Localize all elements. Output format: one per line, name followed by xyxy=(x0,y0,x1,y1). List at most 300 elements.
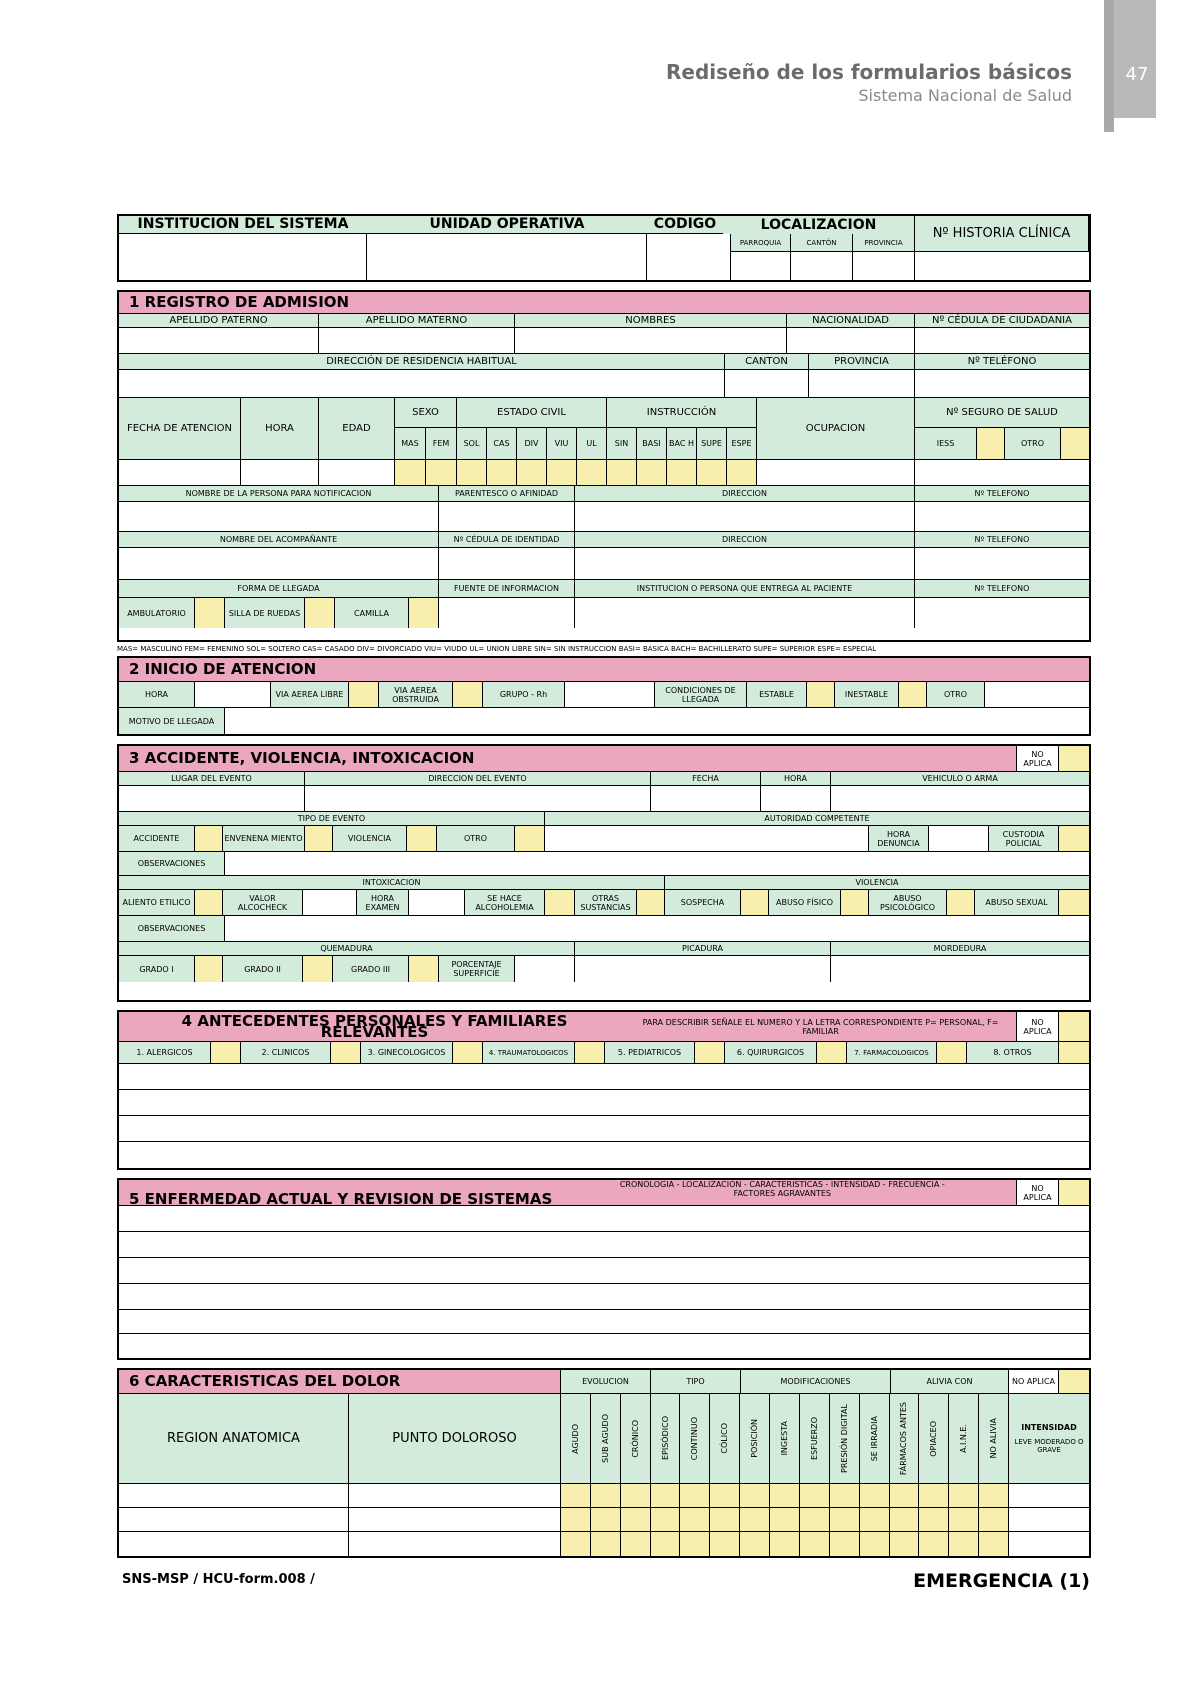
direccion-field[interactable] xyxy=(119,370,725,398)
telefono-notif-label: Nº TELEFONO xyxy=(915,486,1089,502)
civil-div-checkbox[interactable] xyxy=(517,460,547,486)
grado-1-checkbox[interactable] xyxy=(195,956,223,982)
enfermedad-line-4[interactable] xyxy=(119,1284,1089,1310)
telefono-acomp-label: Nº TELEFONO xyxy=(915,532,1089,548)
dolor-col-header xyxy=(800,1394,830,1484)
dolor-col-label: EPISÓDICO xyxy=(660,1416,670,1461)
no-aplica-4-checkbox[interactable] xyxy=(1059,1012,1089,1042)
grupo-rh-field[interactable] xyxy=(565,682,655,708)
sospecha-label: SOSPECHA xyxy=(665,890,741,916)
dolor-checkbox[interactable] xyxy=(680,1508,710,1532)
dolor-col-header xyxy=(830,1394,860,1484)
hora-inicio-label: HORA xyxy=(119,682,195,708)
antecedente-5-checkbox[interactable] xyxy=(695,1042,725,1064)
dolor-checkbox[interactable] xyxy=(890,1484,920,1508)
aliento-checkbox[interactable] xyxy=(195,890,223,916)
observaciones-label: OBSERVACIONES xyxy=(119,852,225,876)
dolor-checkbox[interactable] xyxy=(919,1484,949,1508)
section-5-title: 5 ENFERMEDAD ACTUAL Y REVISION DE SISTEMAS xyxy=(129,1190,553,1206)
picadura-field[interactable] xyxy=(575,956,831,982)
hora-evento-label: HORA xyxy=(761,772,831,786)
quemadura-label: QUEMADURA xyxy=(119,942,575,956)
porcentaje-field[interactable] xyxy=(515,956,575,982)
section-inicio-atencion xyxy=(117,656,1091,736)
intoxicacion-label: INTOXICACION xyxy=(119,876,665,890)
dolor-checkbox[interactable] xyxy=(979,1508,1009,1532)
provincia-label: PROVINCIA xyxy=(853,234,915,252)
no-aplica-4-label: NO APLICA xyxy=(1017,1012,1059,1042)
dolor-checkbox[interactable] xyxy=(710,1508,740,1532)
direccion-evento-label: DIRECCION DEL EVENTO xyxy=(305,772,651,786)
dolor-checkbox[interactable] xyxy=(621,1532,651,1556)
direccion-notif-label: DIRECCION xyxy=(575,486,915,502)
edad-field[interactable] xyxy=(319,460,395,486)
alcoholemia-checkbox[interactable] xyxy=(545,890,575,916)
iess-checkbox[interactable] xyxy=(977,428,1005,460)
instr-basi-checkbox[interactable] xyxy=(637,460,667,486)
civil-viu-checkbox[interactable] xyxy=(547,460,577,486)
enfermedad-line-6[interactable] xyxy=(119,1334,1089,1358)
otro-condicion-label: OTRO xyxy=(927,682,985,708)
ocupacion-field[interactable] xyxy=(757,460,915,486)
antecedente-1-checkbox[interactable] xyxy=(211,1042,241,1064)
antecedente-7-label: 7. FARMACOLOGICOS xyxy=(847,1042,937,1064)
forma-llegada-label: FORMA DE LLEGADA xyxy=(119,580,439,598)
intensidad-row-1[interactable] xyxy=(1009,1484,1089,1508)
section-4-hint: PARA DESCRIBIR SEÑALE EL NUMERO Y LA LETRA CORRESPONDIENTE P= PERSONAL, F= FAMILIAR xyxy=(642,1017,999,1036)
dolor-checkbox[interactable] xyxy=(830,1484,860,1508)
no-aplica-5-checkbox[interactable] xyxy=(1059,1180,1089,1206)
codigo-field[interactable] xyxy=(647,234,731,280)
dolor-checkbox[interactable] xyxy=(621,1508,651,1532)
dolor-checkbox[interactable] xyxy=(890,1508,920,1532)
ocupacion-label: OCUPACION xyxy=(757,398,915,460)
abuso-fisico-checkbox[interactable] xyxy=(841,890,869,916)
dolor-col-label: NO ALIVIA xyxy=(989,1418,999,1459)
motivo-field[interactable] xyxy=(225,708,1089,734)
dolor-checkbox[interactable] xyxy=(949,1484,979,1508)
dolor-checkbox[interactable] xyxy=(591,1508,621,1532)
instr-espe-label: ESPE xyxy=(727,428,757,460)
hora-examen-label: HORA EXAMEN xyxy=(357,890,409,916)
no-aplica-6-label: NO APLICA xyxy=(1009,1370,1059,1394)
antecedentes-line-1[interactable] xyxy=(119,1064,1089,1090)
dolor-col-label: PRESIÓN DIGITAL xyxy=(839,1404,849,1473)
grado-3-checkbox[interactable] xyxy=(409,956,439,982)
cedula-field[interactable] xyxy=(915,328,1089,354)
envenenamiento-checkbox[interactable] xyxy=(305,826,333,852)
enfermedad-line-2[interactable] xyxy=(119,1232,1089,1258)
nombres-label: NOMBRES xyxy=(515,314,787,328)
canton-field[interactable] xyxy=(791,252,853,280)
dolor-col-header xyxy=(979,1394,1009,1484)
section-4-title-bar xyxy=(119,1012,1017,1042)
dolor-checkbox[interactable] xyxy=(860,1508,890,1532)
dolor-checkbox[interactable] xyxy=(919,1532,949,1556)
instr-bach-checkbox[interactable] xyxy=(667,460,697,486)
hora-label: HORA xyxy=(241,398,319,460)
intensidad-row-3[interactable] xyxy=(1009,1532,1089,1556)
grado-3-label: GRADO III xyxy=(333,956,409,982)
fecha-evento-label: FECHA xyxy=(651,772,761,786)
seguro-field[interactable] xyxy=(915,460,1089,486)
institucion-field[interactable] xyxy=(119,234,367,280)
observaciones-field[interactable] xyxy=(225,852,1089,876)
tipo-evento-label: TIPO DE EVENTO xyxy=(119,812,545,826)
dolor-checkbox[interactable] xyxy=(561,1484,591,1508)
estable-checkbox[interactable] xyxy=(807,682,835,708)
parentesco-field[interactable] xyxy=(439,502,575,532)
instr-sin-checkbox[interactable] xyxy=(607,460,637,486)
intensidad-row-2[interactable] xyxy=(1009,1508,1089,1532)
dolor-checkbox[interactable] xyxy=(890,1532,920,1556)
dolor-checkbox[interactable] xyxy=(621,1484,651,1508)
civil-sol-label: SOL xyxy=(457,428,487,460)
instr-supe-label: SUPE xyxy=(697,428,727,460)
antecedente-3-checkbox[interactable] xyxy=(453,1042,483,1064)
sospecha-checkbox[interactable] xyxy=(741,890,769,916)
parentesco-label: PARENTESCO O AFINIDAD xyxy=(439,486,575,502)
motivo-label: MOTIVO DE LLEGADA xyxy=(119,708,225,734)
intensidad-label: INTENSIDAD xyxy=(1021,1423,1077,1432)
dolor-checkbox[interactable] xyxy=(919,1508,949,1532)
violencia-tipo-checkbox[interactable] xyxy=(407,826,437,852)
section-5-hint: CRONOLOGIA - LOCALIZACION - CARACTERISTICAS - INTENSIDAD - FRECUENCIA - FACTORES AGRAVANTES xyxy=(619,1180,945,1198)
institucion-entrega-label: INSTITUCION O PERSONA QUE ENTREGA AL PACIENTE xyxy=(575,580,915,598)
section-6-title: 6 CARACTERISTICAS DEL DOLOR xyxy=(119,1370,561,1394)
dolor-col-label: INGESTA xyxy=(779,1421,789,1456)
telefono-label: Nº TELÉFONO xyxy=(915,354,1089,370)
instr-sin-label: SIN xyxy=(607,428,637,460)
nombres-field[interactable] xyxy=(515,328,787,354)
punto-doloroso-label: PUNTO DOLOROSO xyxy=(349,1394,561,1484)
instr-espe-checkbox[interactable] xyxy=(727,460,757,486)
dolor-checkbox[interactable] xyxy=(949,1508,979,1532)
canton-field[interactable] xyxy=(725,370,809,398)
fecha-atencion-label: FECHA DE ATENCION xyxy=(119,398,241,460)
historia-field[interactable] xyxy=(915,252,1089,280)
grado-2-checkbox[interactable] xyxy=(303,956,333,982)
provincia-field[interactable] xyxy=(809,370,915,398)
dolor-checkbox[interactable] xyxy=(770,1508,800,1532)
unidad-field[interactable] xyxy=(367,234,647,280)
antecedente-4-label: 4. TRAUMATOLOGICOS xyxy=(483,1042,575,1064)
dolor-checkbox[interactable] xyxy=(800,1532,830,1556)
direccion-label: DIRECCIÓN DE RESIDENCIA HABITUAL xyxy=(119,354,725,370)
fecha-atencion-field[interactable] xyxy=(119,460,241,486)
page-tab-edge xyxy=(1104,0,1114,132)
dolor-checkbox[interactable] xyxy=(979,1484,1009,1508)
civil-ul-label: UL xyxy=(577,428,607,460)
ambulatorio-label: AMBULATORIO xyxy=(119,598,195,628)
fecha-evento-field[interactable] xyxy=(651,786,761,812)
dolor-checkbox[interactable] xyxy=(830,1532,860,1556)
notificacion-label: NOMBRE DE LA PERSONA PARA NOTIFICACION xyxy=(119,486,439,502)
no-aplica-3-checkbox[interactable] xyxy=(1059,746,1089,772)
dolor-col-header xyxy=(890,1394,920,1484)
dolor-checkbox[interactable] xyxy=(860,1532,890,1556)
codigo-label: CODIGO xyxy=(647,216,723,234)
vehiculo-field[interactable] xyxy=(831,786,1089,812)
section-accidente xyxy=(117,744,1091,1002)
dolor-col-header xyxy=(680,1394,710,1484)
dolor-checkbox[interactable] xyxy=(710,1484,740,1508)
violencia-section-label: VIOLENCIA xyxy=(665,876,1089,890)
via-obstruida-checkbox[interactable] xyxy=(453,682,483,708)
abuso-psicologico-label: ABUSO PSICOLÓGICO xyxy=(869,890,947,916)
antecedente-3-label: 3. GINECOLOGICOS xyxy=(361,1042,453,1064)
dolor-checkbox[interactable] xyxy=(651,1508,681,1532)
dolor-col-label: AGUDO xyxy=(570,1423,580,1454)
form-code: SNS-MSP / HCU-form.008 / xyxy=(122,1572,315,1587)
dolor-col-label: CONTINUO xyxy=(690,1416,700,1461)
direccion-acomp-field[interactable] xyxy=(575,548,915,580)
dolor-col-label: FÁRMACOS ANTES xyxy=(899,1401,909,1476)
instruccion-label: INSTRUCCIÓN xyxy=(607,398,757,428)
dolor-checkbox[interactable] xyxy=(561,1532,591,1556)
dolor-col-label: POSICIÓN xyxy=(750,1419,760,1458)
dolor-checkbox[interactable] xyxy=(979,1532,1009,1556)
abuso-psicologico-checkbox[interactable] xyxy=(947,890,975,916)
dolor-checkbox[interactable] xyxy=(710,1532,740,1556)
dolor-checkbox[interactable] xyxy=(561,1508,591,1532)
acompanante-field[interactable] xyxy=(119,548,439,580)
nacionalidad-field[interactable] xyxy=(787,328,915,354)
antecedente-2-label: 2. CLINICOS xyxy=(241,1042,331,1064)
dolor-checkbox[interactable] xyxy=(860,1484,890,1508)
antecedente-5-label: 5. PEDIATRICOS xyxy=(605,1042,695,1064)
institution-block xyxy=(117,214,1091,282)
iess-label: IESS xyxy=(915,428,977,460)
document-title: Rediseño de los formularios básicos xyxy=(666,60,1072,84)
antecedente-8-label: 8. OTROS xyxy=(967,1042,1059,1064)
modificaciones-label: MODIFICACIONES xyxy=(741,1370,891,1394)
cedula-label: Nº CÉDULA DE CIUDADANIA xyxy=(915,314,1089,328)
evolucion-label: EVOLUCION xyxy=(561,1370,651,1394)
dolor-col-header xyxy=(591,1394,621,1484)
otro-condicion-field[interactable] xyxy=(985,682,1089,708)
alivia-label: ALIVIA CON xyxy=(891,1370,1009,1394)
punto-row-2[interactable] xyxy=(349,1508,561,1532)
historia-label: Nº HISTORIA CLÍNICA xyxy=(915,216,1089,252)
dolor-checkbox[interactable] xyxy=(680,1484,710,1508)
sexo-fem-checkbox[interactable] xyxy=(426,460,457,486)
antecedente-8-checkbox[interactable] xyxy=(1059,1042,1089,1064)
direccion-notif-field[interactable] xyxy=(575,502,915,532)
cedula-acomp-field[interactable] xyxy=(439,548,575,580)
condiciones-label: CONDICIONES DE LLEGADA xyxy=(655,682,747,708)
region-row-1[interactable] xyxy=(119,1484,349,1508)
dolor-col-label: ESFUERZO xyxy=(809,1417,819,1460)
parroquia-field[interactable] xyxy=(731,252,791,280)
region-row-2[interactable] xyxy=(119,1508,349,1532)
dolor-checkbox[interactable] xyxy=(740,1532,770,1556)
civil-viu-label: VIU xyxy=(547,428,577,460)
antecedentes-line-2[interactable] xyxy=(119,1090,1089,1116)
page-number: 47 xyxy=(1125,64,1149,85)
hora-denuncia-field[interactable] xyxy=(929,826,989,852)
unidad-label: UNIDAD OPERATIVA xyxy=(367,216,647,234)
section-registro-admision xyxy=(117,290,1091,642)
ambulatorio-checkbox[interactable] xyxy=(195,598,225,628)
section-enfermedad-actual xyxy=(117,1178,1091,1360)
dolor-checkbox[interactable] xyxy=(591,1532,621,1556)
dolor-checkbox[interactable] xyxy=(770,1532,800,1556)
section-4-title: 4 ANTECEDENTES PERSONALES Y FAMILIARES RELEVANTES xyxy=(181,1012,568,1041)
antecedentes-line-4[interactable] xyxy=(119,1142,1089,1168)
apellido-materno-label: APELLIDO MATERNO xyxy=(319,314,515,328)
mordedura-field[interactable] xyxy=(831,956,1089,982)
section-5-title-bar xyxy=(119,1180,1017,1206)
telefono-entrega-field[interactable] xyxy=(915,598,1089,628)
dolor-checkbox[interactable] xyxy=(770,1484,800,1508)
custodia-checkbox[interactable] xyxy=(1059,826,1089,852)
abuso-sexual-checkbox[interactable] xyxy=(1059,890,1089,916)
accidente-label: ACCIDENTE xyxy=(119,826,195,852)
autoridad-label: AUTORIDAD COMPETENTE xyxy=(545,812,1089,826)
picadura-label: PICADURA xyxy=(575,942,831,956)
notificacion-field[interactable] xyxy=(119,502,439,532)
punto-row-1[interactable] xyxy=(349,1484,561,1508)
punto-row-3[interactable] xyxy=(349,1532,561,1556)
acompanante-label: NOMBRE DEL ACOMPAÑANTE xyxy=(119,532,439,548)
telefono-field[interactable] xyxy=(915,370,1089,398)
alcocheck-label: VALOR ALCOCHECK xyxy=(223,890,303,916)
envenenamiento-label: ENVENENA MIENTO xyxy=(223,826,305,852)
edad-label: EDAD xyxy=(319,398,395,460)
instr-bach-label: BAC H xyxy=(667,428,697,460)
institucion-entrega-field[interactable] xyxy=(575,598,915,628)
observaciones-2-label: OBSERVACIONES xyxy=(119,916,225,942)
alcocheck-field[interactable] xyxy=(303,890,357,916)
autoridad-field[interactable] xyxy=(545,826,869,852)
grado-1-label: GRADO I xyxy=(119,956,195,982)
antecedente-4-checkbox[interactable] xyxy=(575,1042,605,1064)
instr-basi-label: BASI xyxy=(637,428,667,460)
dolor-col-label: SUB AGUDO xyxy=(600,1414,610,1463)
inestable-checkbox[interactable] xyxy=(899,682,927,708)
enfermedad-line-1[interactable] xyxy=(119,1206,1089,1232)
provincia-field[interactable] xyxy=(853,252,915,280)
sexo-mas-label: MAS xyxy=(395,428,426,460)
sexo-mas-checkbox[interactable] xyxy=(395,460,426,486)
civil-cas-checkbox[interactable] xyxy=(487,460,517,486)
civil-ul-checkbox[interactable] xyxy=(577,460,607,486)
tipo-dolor-label: TIPO xyxy=(651,1370,741,1394)
silla-ruedas-checkbox[interactable] xyxy=(305,598,335,628)
instr-supe-checkbox[interactable] xyxy=(697,460,727,486)
hora-field[interactable] xyxy=(241,460,319,486)
section-2-title: 2 INICIO DE ATENCION xyxy=(119,658,1089,682)
otro-tipo-label: OTRO xyxy=(437,826,515,852)
observaciones-2-field[interactable] xyxy=(225,916,1089,942)
apellido-materno-field[interactable] xyxy=(319,328,515,354)
hora-evento-field[interactable] xyxy=(761,786,831,812)
institucion-label: INSTITUCION DEL SISTEMA xyxy=(119,216,367,234)
region-row-3[interactable] xyxy=(119,1532,349,1556)
dolor-checkbox[interactable] xyxy=(651,1532,681,1556)
porcentaje-label: PORCENTAJE SUPERFICIE xyxy=(439,956,515,982)
dolor-checkbox[interactable] xyxy=(830,1508,860,1532)
canton-label: CANTON xyxy=(725,354,809,370)
civil-cas-label: CAS xyxy=(487,428,517,460)
otro-seguro-checkbox[interactable] xyxy=(1061,428,1089,460)
nacionalidad-label: NACIONALIDAD xyxy=(787,314,915,328)
dolor-checkbox[interactable] xyxy=(680,1532,710,1556)
accidente-checkbox[interactable] xyxy=(195,826,223,852)
civil-sol-checkbox[interactable] xyxy=(457,460,487,486)
via-obstruida-label: VIA AEREA OBSTRUIDA xyxy=(379,682,453,708)
seguro-label: Nº SEGURO DE SALUD xyxy=(915,398,1089,428)
direccion-acomp-label: DIRECCION xyxy=(575,532,915,548)
lugar-field[interactable] xyxy=(119,786,305,812)
dolor-checkbox[interactable] xyxy=(651,1484,681,1508)
apellido-paterno-field[interactable] xyxy=(119,328,319,354)
dolor-col-header xyxy=(710,1394,740,1484)
telefono-notif-field[interactable] xyxy=(915,502,1089,532)
form-name: EMERGENCIA (1) xyxy=(913,1570,1090,1592)
antecedentes-line-3[interactable] xyxy=(119,1116,1089,1142)
dolor-col-header xyxy=(949,1394,979,1484)
dolor-col-header xyxy=(770,1394,800,1484)
antecedente-7-checkbox[interactable] xyxy=(937,1042,967,1064)
antecedente-6-checkbox[interactable] xyxy=(817,1042,847,1064)
provincia-label: PROVINCIA xyxy=(809,354,915,370)
antecedente-6-label: 6. QUIRURGICOS xyxy=(725,1042,817,1064)
dolor-checkbox[interactable] xyxy=(740,1508,770,1532)
fuente-field[interactable] xyxy=(439,598,575,628)
section-antecedentes xyxy=(117,1010,1091,1170)
dolor-checkbox[interactable] xyxy=(740,1484,770,1508)
hora-examen-field[interactable] xyxy=(409,890,465,916)
otras-sustancias-checkbox[interactable] xyxy=(637,890,665,916)
camilla-checkbox[interactable] xyxy=(409,598,439,628)
dolor-checkbox[interactable] xyxy=(949,1532,979,1556)
apellido-paterno-label: APELLIDO PATERNO xyxy=(119,314,319,328)
antecedente-2-checkbox[interactable] xyxy=(331,1042,361,1064)
sexo-label: SEXO xyxy=(395,398,457,428)
canton-label: CANTÓN xyxy=(791,234,853,252)
dolor-col-header xyxy=(740,1394,770,1484)
dolor-col-header xyxy=(919,1394,949,1484)
region-anatomica-label: REGION ANATOMICA xyxy=(119,1394,349,1484)
telefono-acomp-field[interactable] xyxy=(915,548,1089,580)
otro-tipo-checkbox[interactable] xyxy=(515,826,545,852)
enfermedad-line-5[interactable] xyxy=(119,1310,1089,1334)
document-header xyxy=(472,60,1072,105)
intensidad-scale: LEVE MODERADO O GRAVE xyxy=(1014,1438,1084,1454)
hora-inicio-field[interactable] xyxy=(195,682,271,708)
dolor-col-label: CRÓNICO xyxy=(630,1419,640,1458)
dolor-checkbox[interactable] xyxy=(591,1484,621,1508)
no-aplica-6-checkbox[interactable] xyxy=(1059,1370,1089,1394)
parroquia-label: PARROQUIA xyxy=(731,234,791,252)
dolor-checkbox[interactable] xyxy=(800,1484,830,1508)
dolor-checkbox[interactable] xyxy=(800,1508,830,1532)
camilla-label: CAMILLA xyxy=(335,598,409,628)
vehiculo-label: VEHICULO O ARMA xyxy=(831,772,1089,786)
antecedente-1-label: 1. ALERGICOS xyxy=(119,1042,211,1064)
otro-seguro-label: OTRO xyxy=(1005,428,1061,460)
direccion-evento-field[interactable] xyxy=(305,786,651,812)
enfermedad-line-3[interactable] xyxy=(119,1258,1089,1284)
section-3-title: 3 ACCIDENTE, VIOLENCIA, INTOXICACION xyxy=(119,746,1017,772)
silla-ruedas-label: SILLA DE RUEDAS xyxy=(225,598,305,628)
fuente-label: FUENTE DE INFORMACION xyxy=(439,580,575,598)
estado-civil-label: ESTADO CIVIL xyxy=(457,398,607,428)
via-libre-checkbox[interactable] xyxy=(349,682,379,708)
lugar-label: LUGAR DEL EVENTO xyxy=(119,772,305,786)
